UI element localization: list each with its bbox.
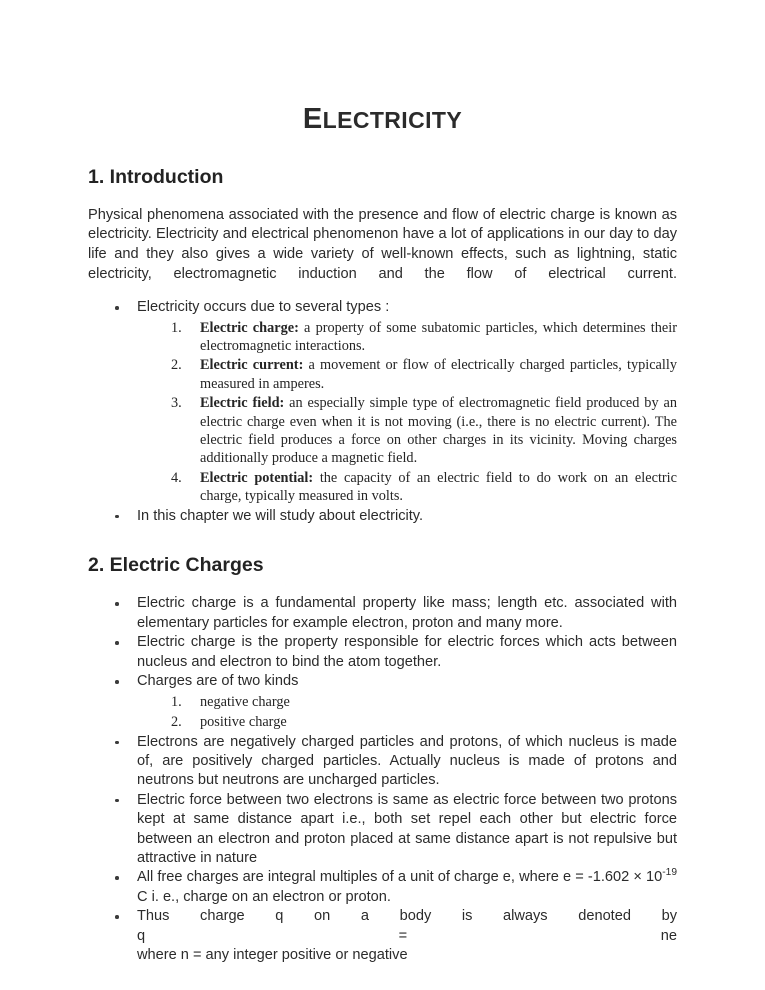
formula-note: where n = any integer positive or negative xyxy=(137,946,408,963)
charge-quantum-tail: C i. e., charge on an electron or proton. xyxy=(137,888,391,905)
list-item-label: positive charge xyxy=(200,713,287,730)
list-item xyxy=(163,319,677,356)
bullet-text: Electric charge is the property responsible for electric forces which acts between nucleus and electron to bind the atom together. xyxy=(137,634,677,670)
introduction-paragraph: Physical phenomena associated with the presence and flow of electric charge is known as electricity. Electricity and electrical phenomenon have a lot of applications in our day to day life and they also gives a wide variety of well-known effects, such as lightning, static electricity, electromagnetic induction and the flow of electrical current. xyxy=(88,206,677,282)
list-number: 2. xyxy=(171,713,182,730)
definition-text: the capacity of an electric field to do work on an electric charge, typically measured in volts. xyxy=(200,469,677,505)
list-item xyxy=(88,633,677,672)
list-item xyxy=(163,469,677,506)
electric-charges-bullet-list xyxy=(88,594,677,965)
section-heading-introduction: 1. Introduction xyxy=(88,166,224,189)
exponent-sign: - xyxy=(662,867,666,879)
list-item xyxy=(88,594,677,633)
formula-equals-sign: = xyxy=(398,927,408,944)
list-item xyxy=(88,907,677,965)
title-remainder: LECTRICITY xyxy=(322,107,463,133)
bullet-text: Charges are of two kinds xyxy=(137,673,299,690)
charge-kinds-list xyxy=(163,693,677,732)
definition-text: a movement or flow of electrically charged particles, typically measured in amperes. xyxy=(200,357,678,392)
formula-right-term: ne xyxy=(660,927,677,944)
definition-text: an especially simple type of electromagnetic field produced by an electric charge even when it is not moving (i.e., there is no electric current). The electric field produces a force on other charges in its vicinity. Moving charges additionally produce a magnetic field. xyxy=(200,395,677,467)
charge-formula xyxy=(137,927,677,946)
electricity-types-list xyxy=(163,319,677,506)
introduction-bullet-list xyxy=(88,298,677,526)
list-item xyxy=(88,791,677,869)
definition-term: Electric current: xyxy=(200,357,304,374)
list-item xyxy=(163,356,677,393)
list-item xyxy=(163,394,677,468)
list-item xyxy=(88,868,677,907)
list-number: 2. xyxy=(171,357,182,374)
definition-text: a property of some subatomic particles, which determines their electromagnetic interactions. xyxy=(200,319,677,355)
charge-quantum-lead: All free charges are integral multiples of a unit of charge e, where e = -1.602 × 10 xyxy=(137,869,663,886)
bullet-text: Electrons are negatively charged particles and protons, of which nucleus is made of, are positively charged particles. Actually nucleus is made of protons and neutrons but neutrons are uncharged particles. xyxy=(137,733,677,789)
definition-term: Electric charge: xyxy=(200,319,299,336)
list-item xyxy=(163,693,677,712)
document-content xyxy=(88,104,677,965)
bullet-text: Electric force between two electrons is same as electric force between two protons kept at same distance apart i.e., both set repel each other but electric force between an electron and proton placed at same distance apart is not repulsive but attractive in nature xyxy=(137,791,677,866)
list-number: 1. xyxy=(171,693,182,710)
list-number: 3. xyxy=(171,395,182,412)
definition-term: Electric field: xyxy=(200,395,285,412)
exponent-value: 19 xyxy=(665,867,677,879)
formula-left-term: q xyxy=(137,927,146,944)
definition-term: Electric potential: xyxy=(200,469,314,486)
list-item xyxy=(88,733,677,791)
list-item xyxy=(88,298,677,505)
title-first-letter: E xyxy=(302,103,323,135)
list-item-label: negative charge xyxy=(200,693,290,710)
section-heading-electric-charges: 2. Electric Charges xyxy=(88,554,264,577)
charge-denotation-line: Thus charge q on a body is always denoted by xyxy=(137,908,677,925)
list-number: 1. xyxy=(171,319,182,336)
list-item xyxy=(88,507,677,526)
bullet-text: In this chapter we will study about electricity. xyxy=(137,507,424,524)
document-title xyxy=(88,104,677,134)
list-number: 4. xyxy=(171,469,182,486)
bullet-text: Electricity occurs due to several types : xyxy=(137,299,390,316)
bullet-text: Electric charge is a fundamental property like mass; length etc. associated with elementary particles for example electron, proton and many more. xyxy=(137,595,677,631)
list-item xyxy=(163,713,677,732)
charge-quantum-text xyxy=(137,868,677,907)
list-item xyxy=(88,672,677,731)
